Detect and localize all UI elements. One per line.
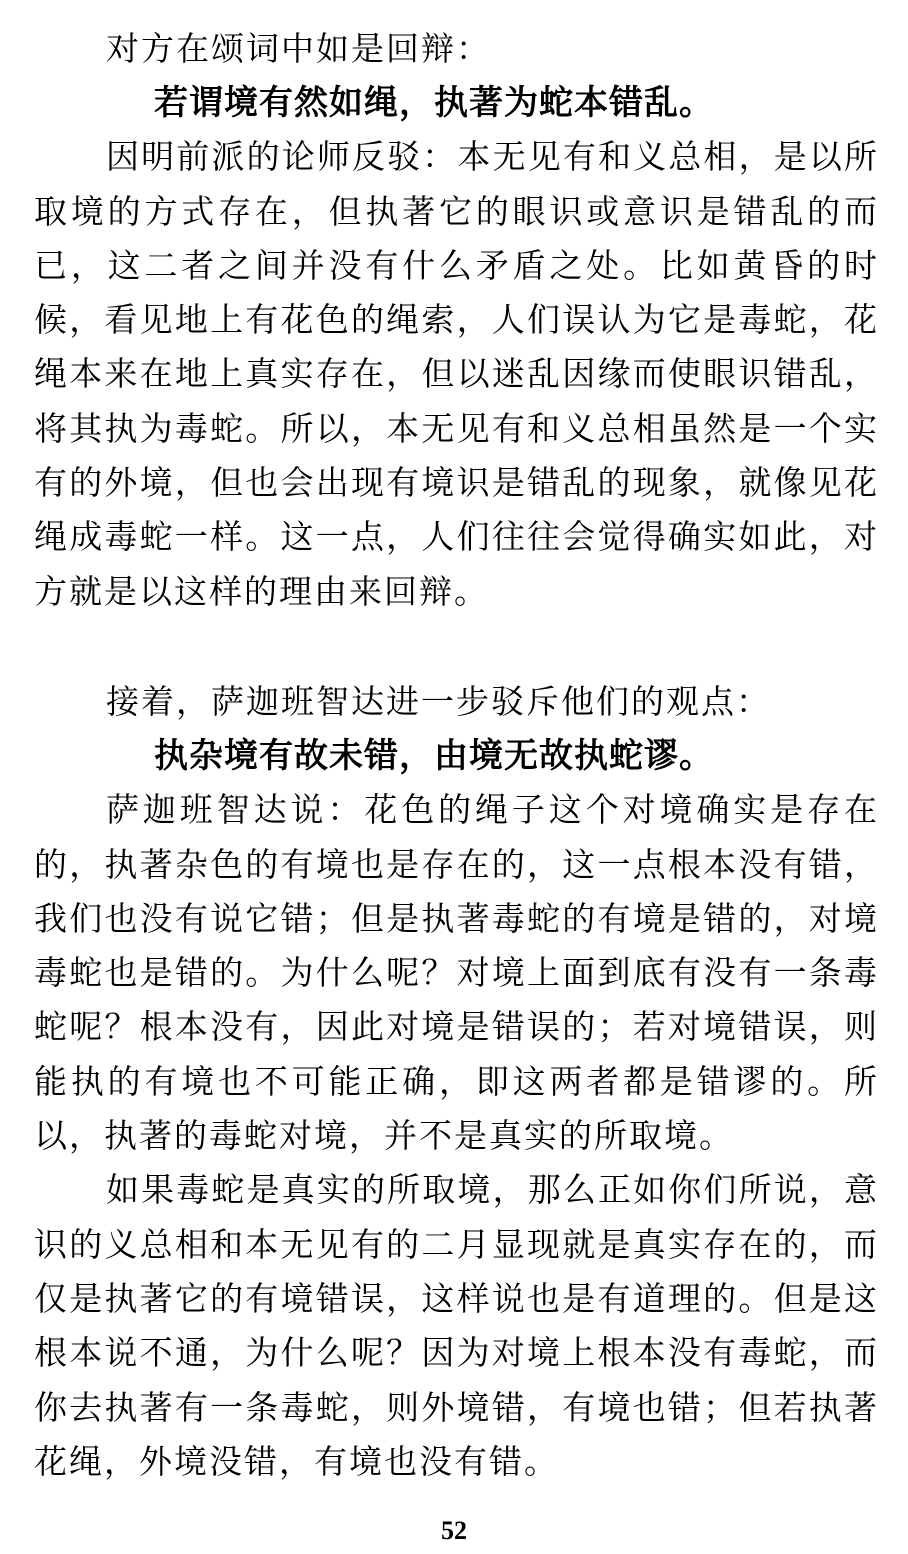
verse-1: 若谓境有然如绳，执著为蛇本错乱。 xyxy=(154,83,714,124)
paragraph-gap xyxy=(34,619,879,675)
intro-line-1: 对方在颂词中如是回辩： xyxy=(106,29,491,68)
intro-line-2: 接着，萨迦班智达进一步驳斥他们的观点： xyxy=(106,681,771,721)
verse-2: 执杂境有故未错，由境无故执蛇谬。 xyxy=(154,736,714,777)
body-paragraph-3: 如果毒蛇是真实的所取境，那么正如你们所说，意识的义总相和本无见有的二月显现就是真实存在的，而仅是执著它的有境错误，这样说也是有道理的。但是这根本说不通，为什么呢？因为对境上根本没有毒蛇，而你去执著有一条毒蛇，则外境错，有境也错；但若执著花绳，外境没错，有境也没有错。 xyxy=(34,1170,879,1481)
document-page xyxy=(34,22,879,1489)
body-paragraph-2: 萨迦班智达说：花色的绳子这个对境确实是存在的，执著杂色的有境也是存在的，这一点根本没有错，我们也没有说它错；但是执著毒蛇的有境是错的，对境毒蛇也是错的。为什么呢？对境上面到底有没有一条毒蛇呢？根本没有，因此对境是错误的；若对境错误，则能执的有境也不可能正确，即这两者都是错谬的。所以，执著的毒蛇对境，并不是真实的所取境。 xyxy=(34,790,879,1156)
page-number: 52 xyxy=(441,1516,467,1545)
body-paragraph-1: 因明前派的论师反驳：本无见有和义总相，是以所取境的方式存在，但执著它的眼识或意识是错乱的而已，这二者之间并没有什么矛盾之处。比如黄昏的时候，看见地上有花色的绳索，人们误认为它是毒蛇，花绳本来在地上真实存在，但以迷乱因缘而使眼识错乱，将其执为毒蛇。所以，本无见有和义总相虽然是一个实有的外境，但也会出现有境识是错乱的现象，就像见花绳成毒蛇一样。这一点，人们往往会觉得确实如此，对方就是以这样的理由来回辩。 xyxy=(34,137,879,611)
